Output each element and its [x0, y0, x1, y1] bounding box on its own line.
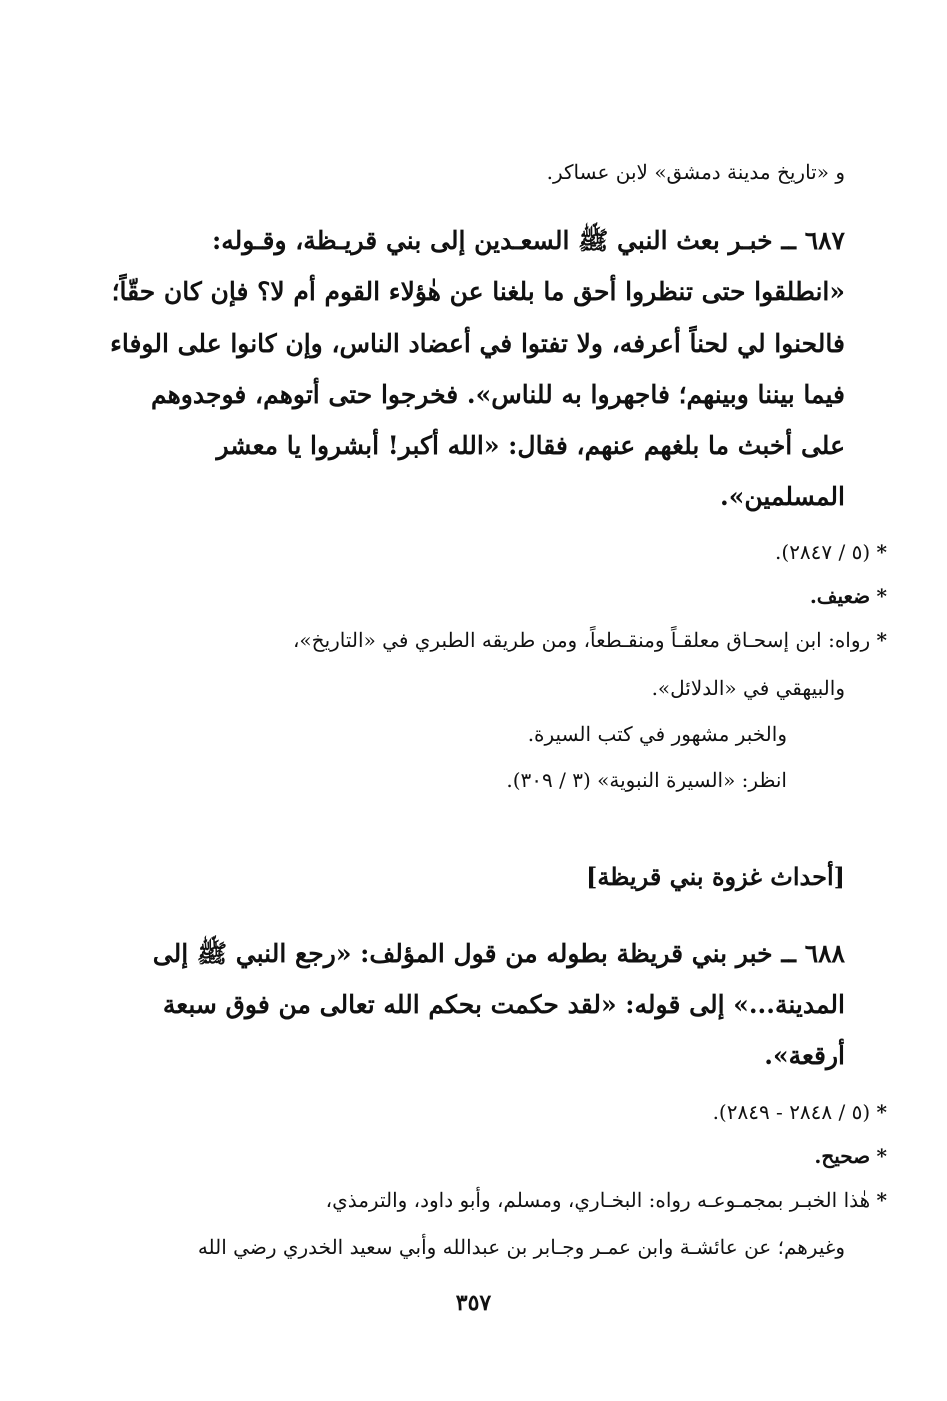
entry-688-grade — [814, 1144, 887, 1168]
continuation-line: و «تاريخ مدينة دمشق» لابن عساكر. — [546, 160, 845, 184]
entry-688-line-3: أرقعة». — [764, 1041, 845, 1070]
entry-687-note-1 — [293, 628, 887, 652]
entry-688-line-2: المدينة...» إلى قوله: «لقد حكمت بحكم الله تعالى من فوق سبعة — [162, 990, 845, 1019]
entry-687-line-4: فيما بيننا وبينهم؛ فاجهروا به للناس». فخرجوا حتى أتوهم، فوجدوهم — [150, 380, 845, 409]
bullet-star-icon: * — [876, 584, 887, 608]
bullet-star-icon: * — [876, 1100, 887, 1124]
bullet-star-icon: * — [876, 1144, 887, 1168]
entry-687-note-2: والبيهقي في «الدلائل». — [651, 676, 845, 700]
entry-687-line-2: «انطلقوا حتى تنظروا أحق ما بلغنا عن هٰؤلاء القوم أم لا؟ فإن كان حقّاً؛ — [111, 277, 845, 306]
entry-687-line-6: المسلمين». — [720, 482, 845, 511]
entry-687-extra-1: والخبر مشهور في كتب السيرة. — [527, 722, 787, 746]
entry-687-grade — [810, 584, 887, 608]
page-number: ٣٥٧ — [455, 1290, 492, 1316]
entry-687-grade-text: ضعيف. — [809, 584, 871, 608]
entry-687-extra-2: انظر: «السيرة النبوية» (٣ / ٣٠٩). — [506, 768, 787, 792]
bullet-star-icon: * — [876, 540, 887, 564]
entry-688-ref-text: (٥ / ٢٨٤٨ - ٢٨٤٩). — [712, 1100, 871, 1124]
entry-687-note-1-text: رواه: ابن إسحـاق معلقـاً ومنقـطعاً، ومن طريقه الطبري في «التاريخ»، — [292, 628, 871, 652]
entry-688-line-1: ٦٨٨ ــ خبر بني قريظة بطوله من قول المؤلف: «رجع النبي ﷺ إلى — [152, 939, 845, 968]
bullet-star-icon: * — [876, 628, 887, 652]
entry-687-line-3: فالحنوا لي لحناً أعرفه، ولا تفتوا في أعضاد الناس، وإن كانوا على الوفاء — [110, 329, 845, 358]
entry-687-line-1: ٦٨٧ ــ خبـر بعث النبي ﷺ السعـدين إلى بني قريـظة، وقـوله: — [212, 226, 845, 255]
entry-687-line-5: على أخبث ما بلغهم عنهم، فقال: «الله أكبر! أبشروا يا معشر — [216, 431, 845, 460]
entry-688-note-1-text: هٰذا الخبـر بمجمـوعـه رواه: البخـاري، ومسلم، وأبو داود، والترمذي، — [325, 1188, 871, 1212]
entry-688-ref — [713, 1100, 887, 1124]
entry-687-ref-text: (٥ / ٢٨٤٧). — [775, 540, 871, 564]
entry-688-grade-text: صحيح. — [814, 1144, 871, 1168]
section-heading: [أحداث غزوة بني قريظة] — [586, 862, 845, 891]
entry-688-note-1 — [326, 1188, 887, 1212]
bullet-star-icon: * — [876, 1188, 887, 1212]
entry-688-note-2: وغيرهم؛ عن عائشـة وابن عمـر وجـابر بن عبدالله وأبي سعيد الخدري رضي الله — [197, 1235, 845, 1259]
entry-687-ref — [775, 540, 887, 564]
